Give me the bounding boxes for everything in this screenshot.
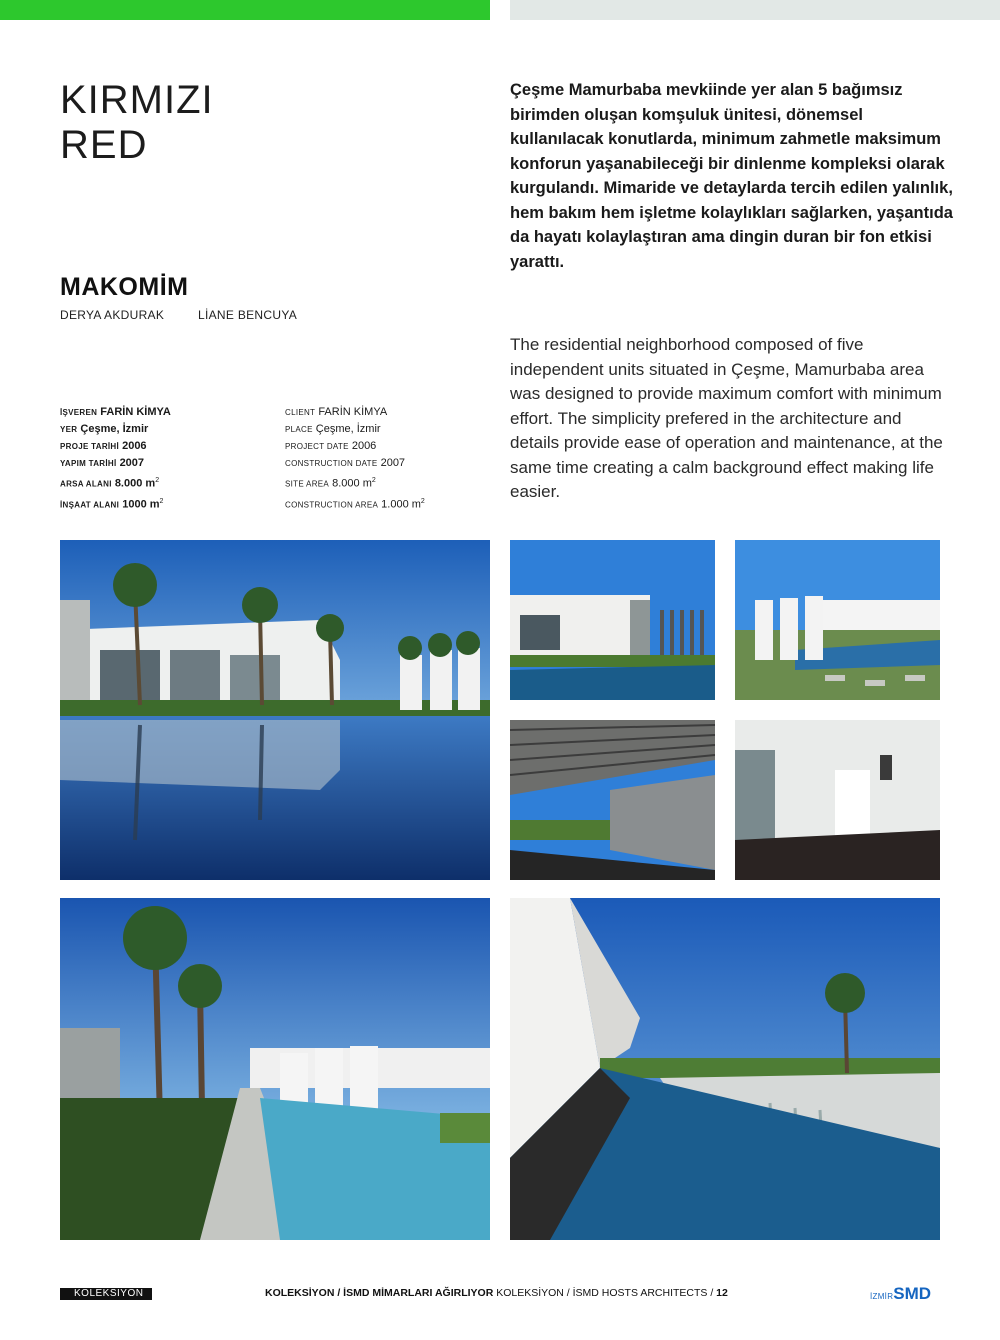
spec-label: YAPIM TARİHİ <box>60 459 117 468</box>
description-tr: Çeşme Mamurbaba mevkiinde yer alan 5 bağımsız birimden oluşan komşuluk ünitesi, dönemsel kullanılacak konutlarda, minimum zahmetle maksimum konforun yaşanabileceği bir dinlenme kompleksi olarak kurgulandı. Mimaride ve detaylarda tercih edilen yalınlık, hem bakım hem işletme kolaylıkları sağlarken, yaşantıda da hayatı kolaylaştıran ama dingin duran bir fon etkisi yarattı. <box>510 81 953 271</box>
spec-row <box>60 472 171 493</box>
photo-pool-reflection <box>60 540 490 880</box>
spec-value: 2006 <box>351 440 377 452</box>
brand-name: SMD <box>893 1284 932 1303</box>
spec-value: 2007 <box>119 457 145 469</box>
page-number: 12 <box>716 1287 728 1299</box>
footer-caption-bold: KOLEKSİYON / İSMD MİMARLARI AĞIRLIYOR <box>265 1287 494 1299</box>
header-accent-bar-green <box>0 0 490 20</box>
project-title-en: RED <box>60 123 148 167</box>
spec-value: 1.000 m <box>381 498 421 511</box>
architect-name-2: LİANE BENCUYA <box>198 308 298 322</box>
photo-house-pool <box>510 540 715 700</box>
spec-value: 8.000 m <box>332 477 372 490</box>
footer-caption-regular: KOLEKSİYON / İSMD HOSTS ARCHITECTS / <box>493 1287 717 1299</box>
spec-value: FARİN KİMYA <box>100 406 171 418</box>
spec-row <box>285 438 425 455</box>
spec-value: FARİN KİMYA <box>318 406 388 418</box>
spec-value: Çeşme, İzmir <box>80 423 149 435</box>
spec-row <box>60 493 171 514</box>
koleksiyon-logo: KOLEKSİYON <box>60 1288 152 1300</box>
architect-name-1: DERYA AKDURAK <box>60 308 165 322</box>
project-title-tr: KIRMIZI <box>60 78 214 122</box>
firm-name: MAKOMİM <box>60 273 189 301</box>
spec-value: 2007 <box>380 457 406 469</box>
photo-lap-pool-fountains <box>510 898 940 1240</box>
project-specs-tr <box>60 404 171 513</box>
photo-pergola-slats <box>510 720 715 880</box>
spec-row <box>60 421 171 438</box>
spec-label: CLIENT <box>285 408 316 417</box>
spec-row <box>285 472 425 493</box>
spec-value: 1000 m <box>122 498 160 511</box>
spec-label: PROJE TARİHİ <box>60 442 120 451</box>
spec-row <box>60 404 171 421</box>
spec-label: PROJECT DATE <box>285 442 349 451</box>
spec-row <box>60 438 171 455</box>
header-accent-bar-grey <box>510 0 1000 20</box>
spec-value: 2006 <box>122 440 147 452</box>
spec-row <box>285 455 425 472</box>
spec-label: PLACE <box>285 425 313 434</box>
area-superscript: 2 <box>155 477 160 484</box>
footer-caption <box>265 1287 728 1299</box>
spec-label: SITE AREA <box>285 479 330 489</box>
project-specs-en <box>285 404 425 513</box>
description-en: The residential neighborhood composed of five independent units situated in Çeşme, Mamurbaba area was designed to provide maximum comfort with minimum effort. The simplicity prefered in the architecture and details provide ease of operation and maintenance, at the same time creating a calm background effect making life easier. <box>510 335 943 501</box>
photo-planters-garden <box>735 540 940 700</box>
spec-label: İNŞAAT ALANI <box>60 500 120 510</box>
spec-label: ARSA ALANI <box>60 479 112 489</box>
brand-city: İZMİR <box>870 1292 894 1301</box>
spec-label: CONSTRUCTION DATE <box>285 459 378 468</box>
spec-label: İŞVEREN <box>60 408 98 417</box>
spec-label: YER <box>60 425 78 434</box>
area-superscript: 2 <box>159 497 164 505</box>
spec-value: Çeşme, İzmir <box>315 423 381 435</box>
spec-value: 8.000 m <box>114 477 156 490</box>
photo-interior <box>735 720 940 880</box>
spec-row <box>60 455 171 472</box>
spec-row <box>285 493 425 514</box>
area-superscript: 2 <box>420 497 425 505</box>
photo-walkway-palms <box>60 898 490 1240</box>
spec-row <box>285 421 425 438</box>
area-superscript: 2 <box>371 477 376 484</box>
spec-label: CONSTRUCTION AREA <box>285 500 379 510</box>
spec-row <box>285 404 425 421</box>
izmir-smd-logo <box>870 1284 931 1304</box>
